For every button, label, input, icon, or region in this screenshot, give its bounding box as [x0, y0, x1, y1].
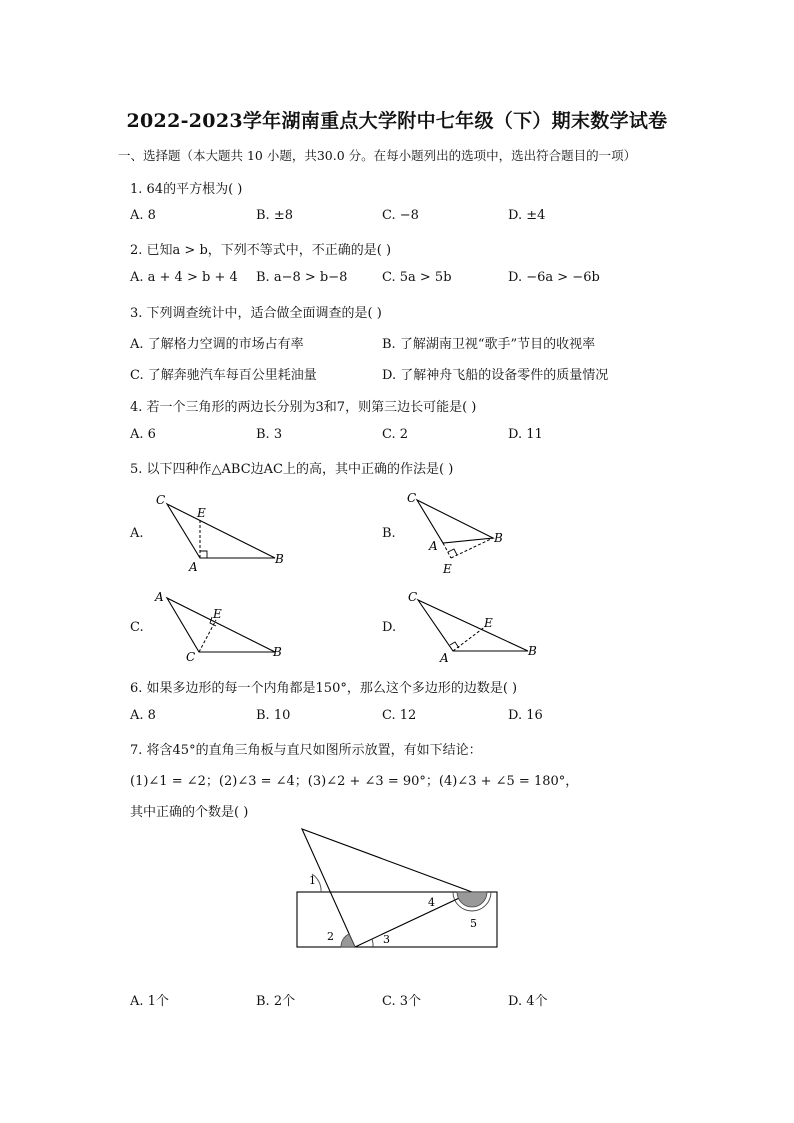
label-C: C: [186, 650, 196, 664]
q7-option-a: A. 1个: [130, 994, 169, 1009]
label-B: B: [273, 645, 282, 659]
figure-5d: [400, 588, 545, 666]
angle-5-label: 5: [470, 917, 477, 930]
label-A: A: [429, 539, 438, 553]
figure-7: [290, 822, 505, 957]
label-B: B: [528, 644, 537, 658]
q5-option-c: C.: [130, 620, 144, 635]
label-C: C: [407, 491, 417, 505]
q2-option-a: A. a + 4 > b + 4: [130, 270, 238, 285]
angle-3-label: 3: [383, 933, 390, 946]
q3-option-d: D. 了解神舟飞船的设备零件的质量情况: [382, 368, 609, 383]
angle-2-label: 2: [327, 930, 334, 943]
q4-option-a: A. 6: [130, 427, 156, 442]
label-C: C: [156, 493, 166, 507]
q7-option-d: D. 4个: [508, 994, 548, 1009]
angle-1-label: 1: [309, 874, 316, 887]
figure-5a: [150, 490, 295, 575]
label-A: A: [189, 560, 198, 574]
q3-option-a: A. 了解格力空调的市场占有率: [130, 337, 304, 352]
q2-option-c: C. 5a > 5b: [382, 270, 452, 285]
angle-4-label: 4: [428, 896, 435, 909]
question-3-stem: 3. 下列调查统计中，适合做全面调查的是( ): [130, 306, 382, 321]
q5-option-d: D.: [382, 620, 397, 635]
question-2-stem: 2. 已知a > b，下列不等式中，不正确的是( ): [130, 243, 392, 258]
q7-option-c: C. 3个: [382, 994, 422, 1009]
section-heading: 一、选择题（本大题共 10 小题，共30.0 分。在每小题列出的选项中，选出符合题目的一项）: [118, 148, 637, 163]
q6-option-d: D. 16: [508, 708, 543, 723]
question-1-stem: 1. 64的平方根为( ): [130, 182, 243, 197]
q5-option-a: A.: [130, 526, 144, 541]
label-E: E: [484, 616, 493, 630]
question-7-conditions: (1)∠1 = ∠2；(2)∠3 = ∠4；(3)∠2 + ∠3 = 90°；(4)∠3 + ∠5 = 180°，: [130, 774, 579, 789]
figure-5b: [400, 488, 520, 576]
q6-option-c: C. 12: [382, 708, 417, 723]
question-5-stem: 5. 以下四种作△ABC边AC上的高，其中正确的作法是( ): [130, 462, 454, 477]
q1-option-c: C. −8: [382, 208, 419, 223]
q5-option-b: B.: [382, 526, 396, 541]
q1-option-d: D. ±4: [508, 208, 546, 223]
q1-option-b: B. ±8: [256, 208, 293, 223]
label-E: E: [443, 562, 452, 576]
label-E: E: [197, 506, 206, 520]
label-C: C: [408, 590, 418, 604]
label-A: A: [440, 651, 449, 665]
page-title: 2022-2023学年湖南重点大学附中七年级（下）期末数学试卷: [126, 110, 668, 132]
q4-option-b: B. 3: [256, 427, 283, 442]
q2-option-b: B. a−8 > b−8: [256, 270, 348, 285]
question-7-stem: 7. 将含45°的直角三角板与直尺如图所示放置，有如下结论：: [130, 743, 482, 758]
question-7-prompt: 其中正确的个数是( ): [130, 805, 249, 820]
q3-option-c: C. 了解奔驰汽车每百公里耗油量: [130, 368, 317, 383]
label-B: B: [275, 552, 284, 566]
q4-option-c: C. 2: [382, 427, 409, 442]
label-E: E: [213, 607, 222, 621]
label-A: A: [155, 590, 164, 604]
figure-5c: [150, 588, 295, 666]
q1-option-a: A. 8: [130, 208, 156, 223]
q3-option-b: B. 了解湖南卫视“歌手”节目的收视率: [382, 337, 596, 352]
question-4-stem: 4. 若一个三角形的两边长分别为3和7，则第三边长可能是( ): [130, 400, 477, 415]
q6-option-b: B. 10: [256, 708, 291, 723]
q4-option-d: D. 11: [508, 427, 543, 442]
question-6-stem: 6. 如果多边形的每一个内角都是150°，那么这个多边形的边数是( ): [130, 681, 518, 696]
q7-option-b: B. 2个: [256, 994, 296, 1009]
q6-option-a: A. 8: [130, 708, 156, 723]
q2-option-d: D. −6a > −6b: [508, 270, 600, 285]
label-B: B: [494, 531, 503, 545]
